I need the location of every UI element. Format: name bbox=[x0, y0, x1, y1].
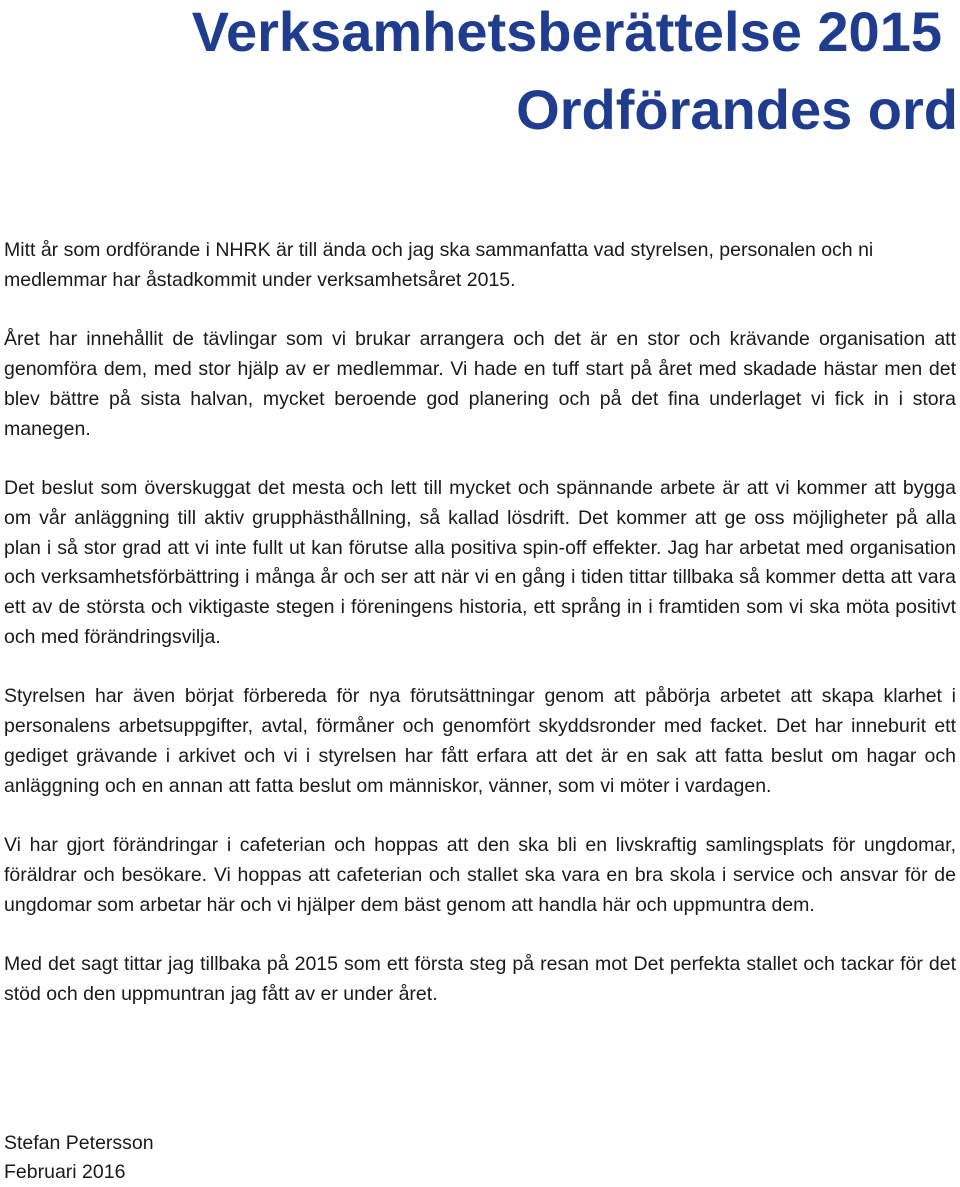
paragraph-closing: Med det sagt tittar jag tillbaka på 2015 som ett första steg på resan mot Det perfekta stallet och tackar för det stöd och den uppmuntran jag fått av er under året. bbox=[4, 953, 956, 1006]
signature-date: Februari 2016 bbox=[4, 1161, 126, 1183]
document-subtitle: Ordförandes ord bbox=[516, 78, 958, 141]
signature-block bbox=[4, 1129, 154, 1187]
paragraph-board-work: Styrelsen har även börjat förbereda för nya förutsättningar genom att påbörja arbetet att skapa klarhet i personalens arbetsuppgifter, avtal, förmåner och genomfört skyddsronder med facket. Det har inneburit ett gediget grävande i arkivet och vi i styrelsen har fått erfara att det är en sak att fatta beslut om hagar och anläggning och en annan att fatta beslut om människor, vänner, som vi möter i vardagen. bbox=[4, 685, 956, 797]
document-body bbox=[4, 236, 956, 1040]
paragraph-competitions: Året har innehållit de tävlingar som vi brukar arrangera och det är en stor och krävande organisation att genomföra dem, med stor hjälp av er medlemmar. Vi hade en tuff start på året med skadade hästar men det blev bättre på sista halvan, mycket beroende god planering och på det fina underlaget vi fick in i stora manegen. bbox=[4, 328, 956, 440]
signature-name: Stefan Petersson bbox=[4, 1132, 154, 1154]
document-title: Verksamhetsberättelse 2015 bbox=[191, 0, 942, 63]
paragraph-loose-housing: Det beslut som överskuggat det mesta och lett till mycket och spännande arbete är att vi kommer att bygga om vår anläggning till aktiv grupphästhållning, så kallad lösdrift. Det kommer att ge oss möjligheter på alla plan i så stor grad att vi inte fullt ut kan förutse alla positiva spin-off effekter. Jag har arbetat med organisation och verksamhetsförbättring i många år och ser att när vi en gång i tiden tittar tillbaka så kommer detta att vara ett av de största och viktigaste stegen i föreningens historia, ett språng in i framtiden som vi ska möta positivt och med förändringsvilja. bbox=[4, 477, 956, 648]
paragraph-cafeteria: Vi har gjort förändringar i cafeterian och hoppas att den ska bli en livskraftig samlingsplats för ungdomar, föräldrar och besökare. Vi hoppas att cafeterian och stallet ska vara en bra skola i service och ansvar för de ungdomar som arbetar här och vi hjälper dem bäst genom att handla här och uppmuntra dem. bbox=[4, 834, 956, 916]
paragraph-intro: Mitt år som ordförande i NHRK är till ända och jag ska sammanfatta vad styrelsen, personalen och ni medlemmar har åstadkommit under verksamhetsåret 2015. bbox=[4, 239, 874, 291]
